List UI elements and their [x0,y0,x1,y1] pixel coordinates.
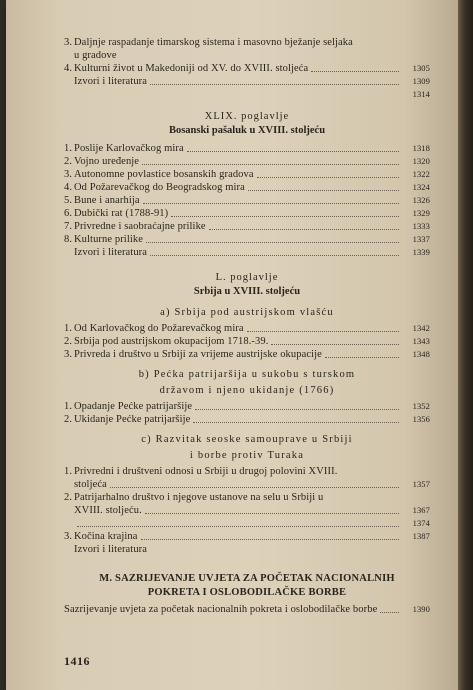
toc-page-number: 1322 [412,169,430,179]
leader-dots [171,207,399,217]
leader-dots [145,504,399,514]
toc-page-number [147,543,175,556]
toc-entry [64,348,430,361]
subsection-title-line-2: i borbe protiv Turaka [189,450,305,461]
toc-page-number: 1320 [412,156,430,166]
toc-entry-text: Kulturni život u Makedoniji od XV. do XVIII. stoljeća [74,63,309,74]
toc-entry-number [64,246,74,259]
toc-entry [64,168,430,181]
toc-page-number: 1342 [412,323,430,333]
toc-page-number: 1367 [412,505,430,515]
subsection-title-line-2: državom i njeno ukidanje (1766) [159,385,335,396]
toc-entry-text: Sazrijevanje uvjeta za početak nacionalnih pokreta i oslobodilačke borbe [64,604,378,615]
toc-entry [64,465,430,478]
toc-entry-text: Opadanje Pećke patrijaršije [74,401,193,412]
toc-page-number: 1356 [412,414,430,424]
toc-entry [64,246,430,259]
leader-dots [193,413,399,423]
toc-entry [64,220,430,233]
toc-entry [64,75,430,88]
chapter-subtitle: Srbija u XVIII. stoljeću [193,286,301,297]
leader-dots [142,155,399,165]
leader-dots [247,322,399,332]
toc-entry [64,335,430,348]
toc-entry: 3. Daljnje raspadanje timarskog sistema i masovno bježanje seljaka [64,37,353,48]
toc-entry-text: Vojno uređenje [74,156,140,167]
subsection-title: a) Srbija pod austrijskom vlašću [160,307,334,318]
toc-entry-text: Daljnje raspadanje timarskog sistema i masovno bježanje seljaka [74,37,353,48]
toc-entry [64,142,430,155]
toc-entry-text: Od Požarevačkog do Beogradskog mira [74,182,245,193]
toc-page-number: 1339 [412,247,430,257]
toc-entry [64,517,430,530]
toc-entry-continuation: stoljeća 1357 [74,479,430,490]
table-of-contents [64,36,430,616]
toc-entry-text: Izvori i literatura [74,544,148,555]
toc-entry-text: Kulturne prilike [74,234,143,245]
leader-dots [143,194,399,204]
leader-dots [209,220,399,230]
toc-page-number: 1374 [412,518,430,528]
chapter-title: XLIX. poglavlje [204,111,290,122]
toc-entry-number [64,517,74,530]
chapter-49-entries [64,142,430,259]
toc-entry [64,491,430,504]
toc-page-number: 1333 [412,221,430,231]
chapter-subtitle: Bosanski pašaluk u XVIII. stoljeću [168,125,326,136]
toc-entry [64,207,430,220]
toc-page-number: 1314 [412,89,430,99]
toc-entry-text: Od Karlovačkog do Požarevačkog mira [74,323,244,334]
toc-page-number: 1329 [412,208,430,218]
book-page [6,0,458,690]
leader-dots [380,603,399,613]
toc-entry-number: 3. [64,169,73,180]
toc-page-number: 1309 [412,76,430,86]
toc-page-number: 1305 [412,63,430,73]
toc-page-number: 1357 [412,479,430,489]
toc-entry-text: Kočina krajina [74,531,138,542]
toc-page-number: 1324 [412,182,430,192]
toc-entry [64,155,430,168]
toc-entry-number: 2. [64,336,73,347]
section-title-line-1: M. SAZRIJEVANJE UVJETA ZA POČETAK NACIONALNIH [99,573,395,584]
toc-entry-number: 2. [64,414,73,425]
toc-entry-text: Dubički rat (1788-91) [74,208,169,219]
toc-page-number: 1337 [412,234,430,244]
leader-dots [325,348,399,358]
toc-entry-number: 1. [64,143,73,154]
toc-entry-text: Poslije Karlovačkog mira [74,143,184,154]
toc-page-number: 1352 [412,401,430,411]
leader-dots [77,517,399,527]
leader-dots [141,530,400,540]
toc-entry [64,233,430,246]
toc-entry-text: Autonomne povlastice bosanskih gradova [74,169,254,180]
toc-entry-continuation: XVIII. stoljeću. 1367 [74,505,430,516]
toc-entry-text: Ukidanje Pećke patrijaršije [74,414,191,425]
toc-entry-number: 6. [64,208,73,219]
leader-dots [248,181,399,191]
subsection-b-entries [64,400,430,426]
subsection-title-line-1: b) Pećka patrijaršija u sukobu s turskom [138,369,356,380]
toc-entry-text: Privredne i saobraćajne prilike [74,221,206,232]
leader-dots [311,62,399,72]
book-spine-edge [458,0,473,690]
toc-page-number: 1387 [412,531,430,541]
toc-entry [64,400,430,413]
toc-entry [64,413,430,426]
leader-dots [195,400,399,410]
toc-entry-text: Izvori i literatura [74,76,148,87]
toc-entry-number: 1. [64,401,73,412]
toc-entry [64,322,430,335]
leader-dots [110,478,399,488]
toc-entry: 4. Kulturni život u Makedoniji od XV. do XVIII. stoljeća 1305 [64,63,430,74]
toc-page-number: 1326 [412,195,430,205]
toc-page-number: 1390 [412,604,430,614]
toc-entry-number: 2. [64,156,73,167]
toc-entry-continuation: u gradove [74,50,117,61]
toc-entry-number: 4. [64,182,73,193]
subsection-c-entries [64,465,430,556]
leader-dots [187,142,399,152]
toc-entry-number: 7. [64,221,73,232]
toc-entry-number: 8. [64,234,73,245]
leader-dots [271,335,399,345]
toc-page-number: 1318 [412,143,430,153]
page-number: 1416 [64,654,90,668]
toc-entry [64,603,430,616]
subsection-a-entries [64,322,430,361]
toc-entry-number: 1. [64,466,73,477]
toc-entry-number: 5. [64,195,73,206]
toc-entry [64,530,430,543]
toc-entry-number: 3. [64,349,73,360]
toc-entry-text: Privredni i društveni odnosi u Srbiji u drugoj polovini XVIII. [74,466,338,477]
leader-dots [150,246,399,256]
toc-entry [64,194,430,207]
toc-page-number: 1348 [412,349,430,359]
toc-entry-number: 2. [64,492,73,503]
toc-entry-text: Bune i anarhija [74,195,140,206]
chapter-title: L. poglavlje [215,272,279,283]
toc-entry-text: Privreda i društvo u Srbiji za vrijeme austrijske okupacije [74,349,322,360]
toc-entry [64,88,430,101]
toc-page-number: 1343 [412,336,430,346]
toc-entry-number: 1. [64,323,73,334]
section-title-line-2: POKRETA I OSLOBODILAČKE BORBE [147,587,347,598]
subsection-title-line-1: c) Razvitak seoske samouprave u Srbiji [141,434,353,445]
leader-dots [146,233,399,243]
toc-entry-number: 3. [64,531,73,542]
leader-dots [257,168,399,178]
toc-entry-text: Srbija pod austrijskom okupacijom 1718.-39. [74,336,269,347]
toc-entry-text: Patrijarhalno društvo i njegove ustanove na selu u Srbiji u [74,492,324,503]
toc-entry [64,543,430,556]
toc-entry-number [64,543,74,556]
toc-entry-text: Izvori i literatura [74,247,148,258]
toc-entry [64,181,430,194]
leader-dots [150,75,399,85]
